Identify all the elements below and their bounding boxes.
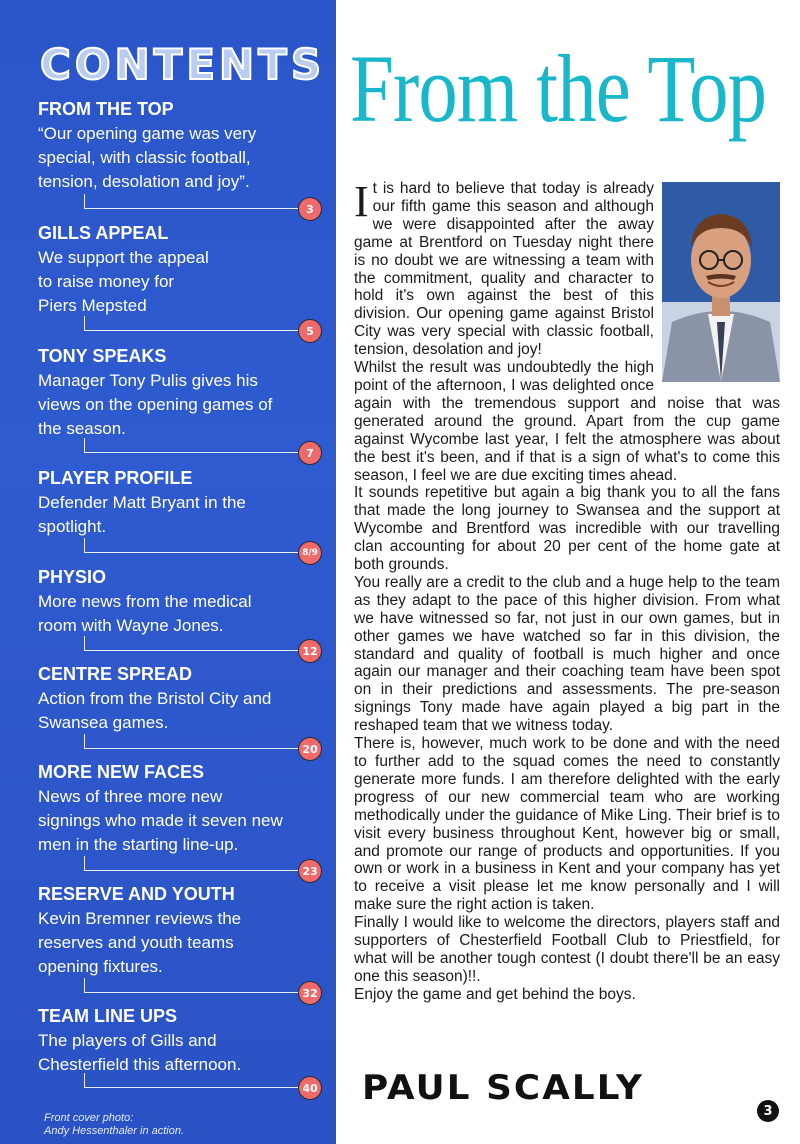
- desc-line: opening fixtures.: [38, 957, 163, 976]
- entry-heading: FROM THE TOP: [38, 99, 174, 119]
- entry-heading: RESERVE AND YOUTH: [38, 884, 235, 904]
- desc-line: We support the appeal: [38, 248, 209, 267]
- entry-description: [38, 369, 328, 441]
- entry-description: [38, 246, 328, 318]
- entry-heading: GILLS APPEAL: [38, 223, 169, 243]
- desc-line: More news from the medical: [38, 592, 252, 611]
- page-badge[interactable]: 5: [298, 319, 322, 343]
- article-paragraph: There is, however, much work to be done and with the need to further add to the squad comes the need to constantly generate more funds. I am therefore delighted with the early progress of our new commercial team who are working methodically under the guidance of Mike Ling. Their brief is to visit every business throughout Kent, however big or small, and promote our range of products and opportunities. If you own or work in a business in Kent and your company has yet to receive a visit please let me know personally and I will make sure the right action is taken.: [354, 735, 780, 914]
- entry-description: [38, 491, 328, 539]
- entry-description: [38, 687, 328, 735]
- contents-entry[interactable]: [38, 345, 328, 441]
- page-badge[interactable]: 3: [298, 197, 322, 221]
- author-signature: PAUL SCALLY: [362, 1068, 645, 1108]
- page-badge[interactable]: 23: [298, 859, 322, 883]
- contents-entry[interactable]: [38, 663, 328, 735]
- drop-cap: I: [354, 177, 369, 226]
- desc-line: tension, desolation and joy”.: [38, 172, 250, 191]
- desc-line: views on the opening games of: [38, 395, 273, 414]
- entry-description: [38, 1029, 328, 1077]
- desc-line: “Our opening game was very: [38, 124, 257, 143]
- desc-line: room with Wayne Jones.: [38, 616, 224, 635]
- page-badge[interactable]: 8/9: [298, 541, 322, 565]
- page-badge[interactable]: 7: [298, 441, 322, 465]
- contents-entry[interactable]: [38, 883, 328, 979]
- connector-line: [84, 438, 299, 453]
- contents-entry[interactable]: [38, 222, 328, 318]
- contents-entry[interactable]: [38, 761, 328, 857]
- desc-line: Chesterfield this afternoon.: [38, 1055, 242, 1074]
- entry-heading: CENTRE SPREAD: [38, 664, 193, 684]
- desc-line: News of three more new: [38, 787, 223, 806]
- article-paragraph: Finally I would like to welcome the directors, players staff and supporters of Chesterfield Football Club to Priestfield, for what will be another tough contest (I doubt there'll be an easy one this season)!!.: [354, 914, 780, 985]
- portrait-illustration: [662, 182, 780, 382]
- desc-line: Manager Tony Pulis gives his: [38, 371, 258, 390]
- entry-heading: PHYSIO: [38, 567, 107, 587]
- contents-sidebar: [0, 0, 336, 1144]
- desc-line: Swansea games.: [38, 713, 169, 732]
- page-number: 3: [757, 1100, 779, 1122]
- article-paragraph: You really are a credit to the club and a huge help to the team as they adapt to the pace of this higher division. From what we have witnessed so far, not just in our own games, but in other games we have watched so far in this division, the standard and quality of football is much higher and once again our manager and their coaching team have been spot on in their predictions and assessments. The pre-season signings Tony made have again played a big part in the reshaped team that we witness today.: [354, 573, 780, 735]
- desc-line: Kevin Bremner reviews the: [38, 909, 242, 928]
- desc-line: spotlight.: [38, 517, 107, 536]
- connector-line: [84, 1073, 299, 1088]
- credit-line: Front cover photo:: [44, 1112, 134, 1124]
- entry-heading: MORE NEW FACES: [38, 762, 205, 782]
- connector-line: [84, 978, 299, 993]
- article-body: [354, 177, 780, 1004]
- desc-line: to raise money for: [38, 272, 175, 291]
- entry-heading: TEAM LINE UPS: [38, 1006, 178, 1026]
- article-paragraph: t is hard to believe that today is already our fifth game this season and although we were disappointed after the away game at Brentford on Tuesday night there is no doubt we are witnessing a team with the commitment, quality and character to hold it's own against the best of this division. Our opening game against Bristol City was very special with classic football, tension, desolation and joy!: [354, 180, 654, 359]
- contents-entry[interactable]: [38, 467, 328, 539]
- entry-description: [38, 785, 328, 857]
- desc-line: Action from the Bristol City and: [38, 689, 272, 708]
- connector-line: [84, 316, 299, 331]
- article-paragraph: Whilst the result was undoubtedly the high point of the afternoon, I was delighted once again with the tremendous support and noise that was generated around the ground. Apart from the cup game against Wycombe last year, I felt the atmosphere was about the best it's been, and if that is a sign of what's to come this season, I feel we are due exciting times ahead.: [354, 359, 780, 484]
- article-paragraph: It sounds repetitive but again a big thank you to all the fans that made the long journey to Swansea and the support at Wycombe and Brentford was incredible with our travelling clan accounting for about 20 per cent of the home gate at both grounds.: [354, 484, 780, 574]
- article-headline: From the Top: [350, 35, 767, 142]
- entry-description: [38, 907, 328, 979]
- desc-line: The players of Gills and: [38, 1031, 217, 1050]
- entry-description: [38, 590, 328, 638]
- contents-entry[interactable]: [38, 1005, 328, 1077]
- entry-description: [38, 122, 328, 194]
- connector-line: [84, 734, 299, 749]
- desc-line: reserves and youth teams: [38, 933, 234, 952]
- page-badge[interactable]: 32: [298, 981, 322, 1005]
- desc-line: Defender Matt Bryant in the: [38, 493, 246, 512]
- entry-heading: PLAYER PROFILE: [38, 468, 193, 488]
- entry-heading: TONY SPEAKS: [38, 346, 167, 366]
- desc-line: special, with classic football,: [38, 148, 251, 167]
- contents-title: CONTENTS: [40, 40, 326, 89]
- connector-line: [84, 194, 299, 209]
- connector-line: [84, 636, 299, 651]
- connector-line: [84, 856, 299, 871]
- contents-entry[interactable]: [38, 566, 328, 638]
- article-paragraph: Enjoy the game and get behind the boys.: [354, 985, 636, 1003]
- desc-line: signings who made it seven new: [38, 811, 283, 830]
- page-badge[interactable]: 12: [298, 639, 322, 663]
- contents-entry[interactable]: [38, 98, 328, 194]
- cover-photo-credit: [44, 1112, 304, 1138]
- page-badge[interactable]: 20: [298, 737, 322, 761]
- connector-line: [84, 538, 299, 553]
- desc-line: the season.: [38, 419, 126, 438]
- page-badge[interactable]: 40: [298, 1076, 322, 1100]
- desc-line: Piers Mepsted: [38, 296, 147, 315]
- desc-line: men in the starting line-up.: [38, 835, 239, 854]
- credit-line: Andy Hessenthaler in action.: [44, 1125, 185, 1137]
- author-photo: [662, 182, 780, 382]
